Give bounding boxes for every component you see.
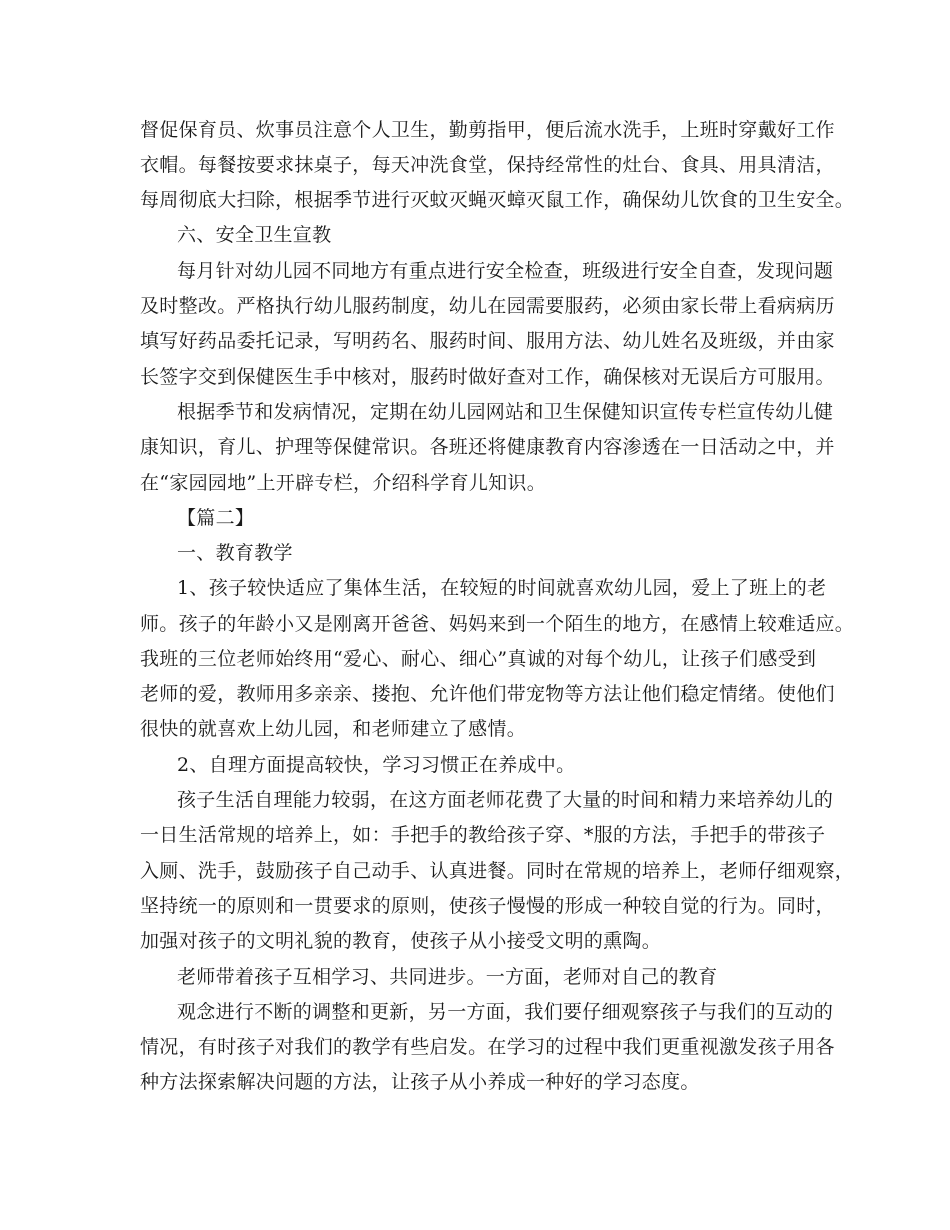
body-text-line: 很快的就喜欢上幼儿园，和老师建立了感情。 — [140, 718, 527, 740]
body-text-line: 老师带着孩子互相学习、共同进步。一方面，老师对自己的教育 — [177, 966, 718, 988]
body-text-line: 根据季节和发病情况，定期在幼儿园网站和卫生保健知识宣传专栏宣传幼儿健 — [177, 401, 834, 423]
body-text-line: 一日生活常规的培养上，如：手把手的教给孩子穿、*服的方法，手把手的带孩子 — [140, 824, 826, 846]
body-text-line: 每月针对幼儿园不同地方有重点进行安全检查，班级进行安全自查，发现问题 — [177, 260, 834, 282]
body-text-line: 及时整改。严格执行幼儿服药制度，幼儿在园需要服药，必须由家长带上看病病历 — [140, 295, 835, 317]
body-text-line: 种方法探索解决问题的方法，让孩子从小养成一种好的学习态度。 — [140, 1071, 700, 1093]
body-text-line: 我班的三位老师始终用“爱心、耐心、细心”真诚的对每个幼儿，让孩子们感受到 — [140, 648, 817, 670]
body-text-line: 孩子生活自理能力较弱，在这方面老师花费了大量的时间和精力来培养幼儿的 — [177, 789, 834, 811]
body-text-line: 坚持统一的原则和一贯要求的原则，使孩子慢慢的形成一种较自觉的行为。同时， — [140, 895, 835, 917]
body-text-line: 加强对孩子的文明礼貌的教育，使孩子从小接受文明的熏陶。 — [140, 930, 662, 952]
section-heading: 六、安全卫生宣教 — [177, 224, 332, 246]
body-text-line: 师。孩子的年龄小又是刚离开爸爸、妈妈来到一个陌生的地方，在感情上较难适应。 — [140, 613, 855, 635]
body-text-line: 康知识，育儿、护理等保健常识。各班还将健康教育内容渗透在一日活动之中，并 — [140, 436, 835, 458]
body-text-line: 长签字交到保健医生手中核对，服药时做好查对工作，确保核对无误后方可服用。 — [140, 366, 835, 388]
body-text-line: 每周彻底大扫除，根据季节进行灭蚊灭蝇灭蟑灭鼠工作，确保幼儿饮食的卫生安全。 — [140, 189, 855, 211]
section-heading: 一、教育教学 — [177, 542, 293, 564]
body-text-line: 在“家园园地”上开辟专栏，介绍科学育儿知识。 — [140, 472, 547, 494]
body-text-line: 情况，有时孩子对我们的教学有些启发。在学习的过程中我们更重视激发孩子用各 — [140, 1036, 835, 1058]
body-text-line: 入厕、洗手，鼓励孩子自己动手、认真进餐。同时在常规的培养上，老师仔细观察， — [140, 860, 855, 882]
subsection-heading: 2、自理方面提高较快，学习习惯正在养成中。 — [177, 754, 576, 776]
part-heading: 【篇二】 — [177, 507, 255, 529]
body-text-line: 1、孩子较快适应了集体生活，在较短的时间就喜欢幼儿园，爱上了班上的老 — [177, 577, 827, 599]
body-text-line: 老师的爱，教师用多亲亲、搂抱、允许他们带宠物等方法让他们稳定情绪。使他们 — [140, 683, 835, 705]
body-text-line: 衣帽。每餐按要求抹桌子，每天冲洗食堂，保持经常性的灶台、食具、用具清洁， — [140, 154, 835, 176]
body-text-line: 督促保育员、炊事员注意个人卫生，勤剪指甲，便后流水洗手，上班时穿戴好工作 — [140, 119, 835, 141]
body-text-line: 观念进行不断的调整和更新，另一方面，我们要仔细观察孩子与我们的互动的 — [177, 1001, 834, 1023]
body-text-line: 填写好药品委托记录，写明药名、服药时间、服用方法、幼儿姓名及班级，并由家 — [140, 330, 835, 352]
